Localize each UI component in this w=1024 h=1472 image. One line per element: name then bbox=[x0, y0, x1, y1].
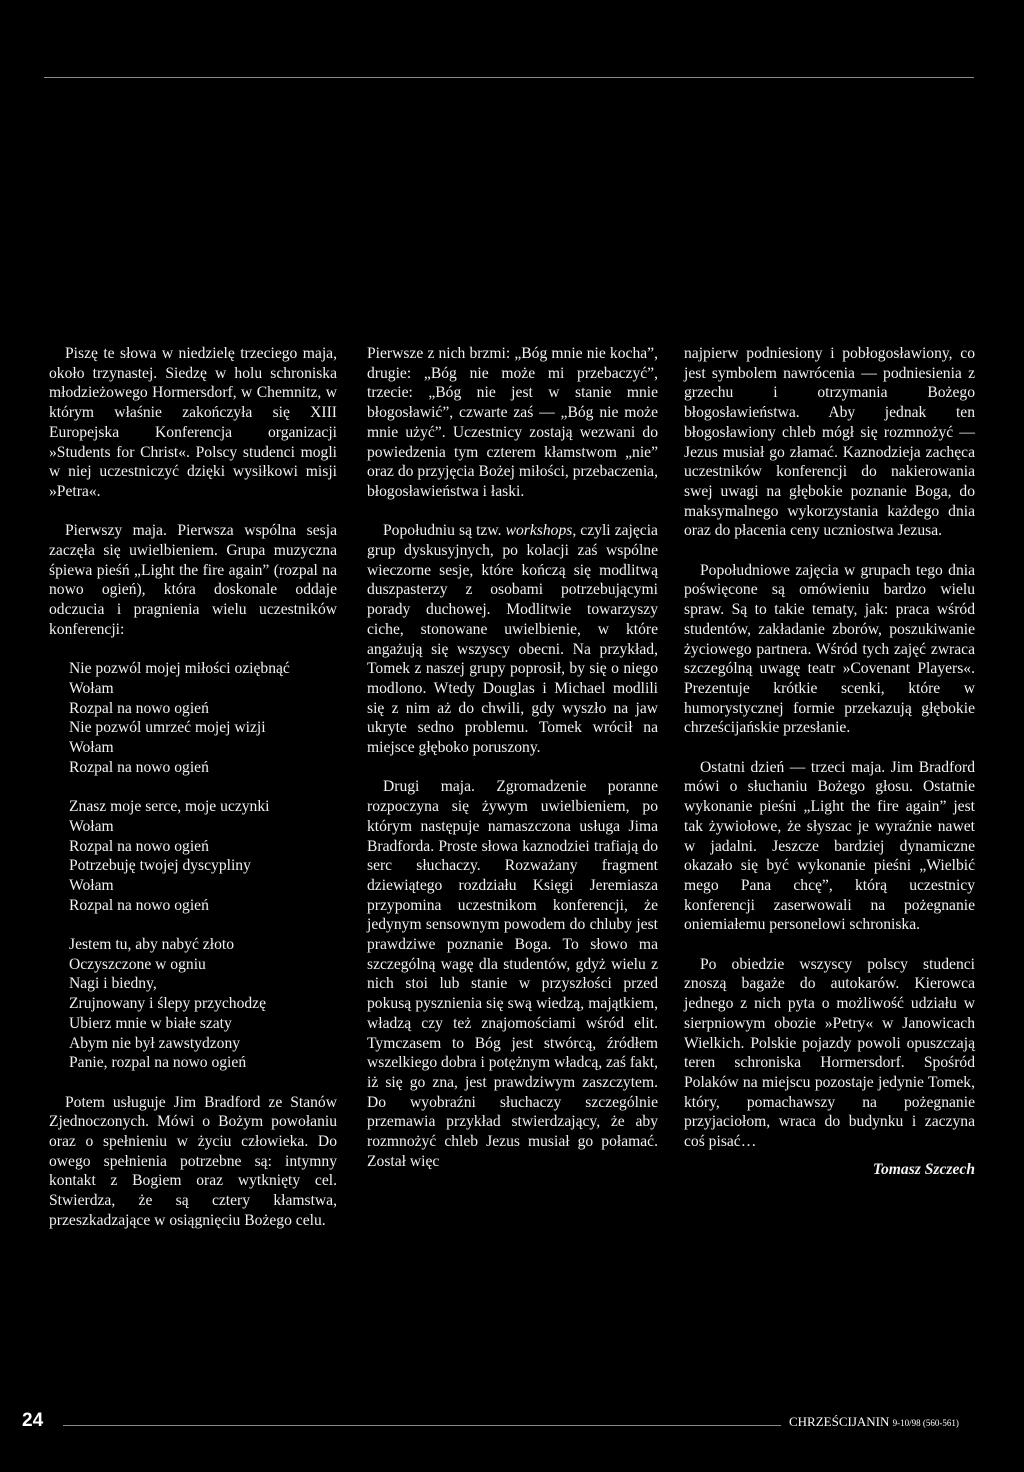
footer-rule bbox=[63, 1425, 781, 1426]
paragraph: Po obiedzie wszyscy polscy studenci znoszą bagaże do autokarów. Kierowca jednego z nich pyta o możliwość udziału w sierpniowym obozie »Petry« w Janowicach Wielkich. Polskie pojazdy powoli opuszczają teren schroniska Hormersdorf. Spośród Polaków na miejscu pozostaje jedynie Tomek, który, pomachawszy na pożegnanie przyjaciołom, wraca do budynku i zaczyna coś pisać… bbox=[684, 955, 975, 1151]
author-signature: Tomasz Szczech bbox=[872, 1160, 975, 1178]
paragraph: Piszę te słowa w niedzielę trzeciego maja, około trzynastej. Siedzę w holu schroniska młodzieżowego Hormersdorf, w Chemnitz, w którym właśnie zakończyła się XIII Europejska Konferencja organizacji »Students for Christ«. Polscy studenci mogli w niej uczestniczyć dzięki wysiłkowi misji »Petra«. bbox=[49, 345, 337, 500]
top-rule bbox=[44, 77, 974, 78]
page-number: 24 bbox=[22, 1410, 44, 1431]
italic-term: workshops bbox=[505, 522, 573, 540]
lyric-line: Nagi i biedny, bbox=[69, 975, 157, 993]
lyric-line: Rozpal na nowo ogień bbox=[69, 896, 209, 914]
song-lyrics-stanza-2 bbox=[49, 797, 337, 915]
lyric-line: Rozpal na nowo ogień bbox=[69, 837, 209, 855]
text-run: , czyli zajęcia grup dyskusyjnych, po kolacji zaś wspólne wieczorne sesje, które kończą się modlitwą duszpasterzy z osobami potrzebującymi porady duchowej. Modlitwie towarzyszy ciche, stonowane uwielbienie, w które angażują się wszyscy obecni. Na przykład, Tomek z naszej grupy poprosił, by się o niego modlono. Wtedy Douglas i Michael modlili się z nim aż do chwili, gdy wyszło na jaw ukryte sedno problemu. Tomek wrócił na miejsce głęboko poruszony. bbox=[367, 522, 658, 757]
issue-number: 9-10/98 (560-561) bbox=[892, 1418, 959, 1428]
lyric-line: Ubierz mnie w białe szaty bbox=[69, 1014, 232, 1032]
lyric-line: Wołam bbox=[69, 739, 114, 757]
article-column-1 bbox=[49, 344, 337, 1231]
lyric-line: Nie pozwól umrzeć mojej wizji bbox=[69, 719, 266, 737]
lyric-line: Oczyszczone w ogniu bbox=[69, 955, 206, 973]
paragraph bbox=[367, 521, 658, 757]
paragraph: Pierwszy maja. Pierwsza wspólna sesja zaczęła się uwielbieniem. Grupa muzyczna śpiewa pieśń „Light the fire again” (rozpal na nowo ogień), która doskonale oddaje odczucia i pragnienia wielu uczestników konferencji: bbox=[49, 522, 337, 638]
lyric-line: Wołam bbox=[69, 876, 114, 894]
lyric-line: Jestem tu, aby nabyć złoto bbox=[69, 936, 234, 954]
article-column-3 bbox=[684, 344, 975, 1179]
paragraph: Ostatni dzień — trzeci maja. Jim Bradford mówi o słuchaniu Bożego głosu. Ostatnie wykonanie pieśni „Light the fire again” jest tak żywiołowe, że słyszac je wyraźnie nawet w jadalni. Jeszcze bardziej dynamiczne okazało się być wykonanie pieśni „Wielbić mego Pana chcę”, którą uczestnicy konferencji zaserwowali na pożegnanie oniemiałemu personelowi schroniska. bbox=[684, 758, 975, 934]
paragraph: Drugi maja. Zgromadzenie poranne rozpoczyna się żywym uwielbieniem, po którym następuje namaszczona usługa Jima Bradforda. Proste słowa kaznodziei trafiają do serc słuchaczy. Rozważany fragment dziewiątego rozdziału Księgi Jeremiasza przypomina uczestnikom konferencji, że jedynym sensownym powodem do chluby jest prawdziwe poznanie Boga. To słowo ma szczególną wagę dla studentów, gdyż wielu z nich stoi lub stanie w przyszłości przed pokusą pysznienia się swą wiedzą, majątkiem, władzą czy też znajomościami wśród elit. Tymczasem to Bóg jest stwórcą, źródłem wszelkiego dobra i potężnym władcą, zaś fakt, iż się go zna, jest prawdziwym zaszczytem. Do wyobraźni słuchaczy szczególnie przemawia przykład stwierdzający, że aby rozmnożyć chleb Jezus musiał go połamać. Został więc bbox=[367, 778, 658, 1170]
lyric-line: Panie, rozpal na nowo ogień bbox=[69, 1054, 247, 1072]
paragraph: Potem usługuje Jim Bradford ze Stanów Zjednoczonych. Mówi o Bożym powołaniu oraz o spełnieniu w życiu człowieka. Do owego spełnienia potrzebne są: intymny kontakt z Bogiem oraz wytknięty cel. Stwierdza, że są cztery kłamstwa, przeszkadzające w osiągnięciu Bożego celu. bbox=[49, 1093, 337, 1229]
lyric-line: Abym nie był zawstydzony bbox=[69, 1034, 241, 1052]
lyric-line: Potrzebuję twojej dyscypliny bbox=[69, 857, 251, 875]
paragraph: najpierw podniesiony i pobłogosławiony, co jest symbolem nawrócenia — podniesienia z grzechu i otrzymania Bożego błogosławieństwa. Aby jednak ten błogosławiony chleb mógł się rozmnożyć — Jezus musiał go złamać. Kaznodzieja zachęca uczestników konferencji do nakierowania swej uwagi na głębokie poznanie Boga, do maksymalnego wykorzystania każdego dnia oraz do płacenia ceny uczniostwa Jezusa. bbox=[684, 345, 975, 540]
lyric-line: Wołam bbox=[69, 817, 114, 835]
song-lyrics-stanza-3 bbox=[49, 935, 337, 1073]
article-column-2 bbox=[367, 344, 658, 1172]
lyric-line: Rozpal na nowo ogień bbox=[69, 699, 209, 717]
journal-name bbox=[789, 1414, 959, 1430]
lyric-line: Znasz moje serce, moje uczynki bbox=[69, 798, 270, 816]
journal-title: CHRZEŚCIJANIN bbox=[789, 1414, 890, 1429]
paragraph: Popołudniowe zajęcia w grupach tego dnia poświęcone są omówieniu bardzo wielu spraw. Są to takie tematy, jak: praca wśród studentów, zakładanie zborów, poszukiwanie życiowego partnera. Wśród tych zajęć zwraca szczególną uwagę teatr »Covenant Players«. Prezentuje krótkie scenki, które w humorystycznej formie przekazują głębokie chrześcijańskie przesłanie. bbox=[684, 561, 975, 737]
page-footer bbox=[0, 1404, 1024, 1444]
paragraph: Pierwsze z nich brzmi: „Bóg mnie nie kocha”, drugie: „Bóg nie może mi przebaczyć”, trzecie: „Bóg nie jest w stanie mnie błogosławić”, czwarte zaś — „Bóg nie może mnie użyć”. Uczestnicy zostają wezwani do powiedzenia tym czterem kłamstwom „nie” oraz do przyjęcia Bożej miłości, przebaczenia, błogosławieństwa i łaski. bbox=[367, 345, 658, 500]
lyric-line: Zrujnowany i ślepy przychodzę bbox=[69, 995, 267, 1013]
lyric-line: Wołam bbox=[69, 679, 114, 697]
lyric-line: Rozpal na nowo ogień bbox=[69, 758, 209, 776]
text-run: Popołudniu są tzw. bbox=[383, 522, 506, 540]
lyric-line: Nie pozwól mojej miłości oziębnąć bbox=[69, 660, 290, 678]
song-lyrics-stanza-1 bbox=[49, 659, 337, 777]
